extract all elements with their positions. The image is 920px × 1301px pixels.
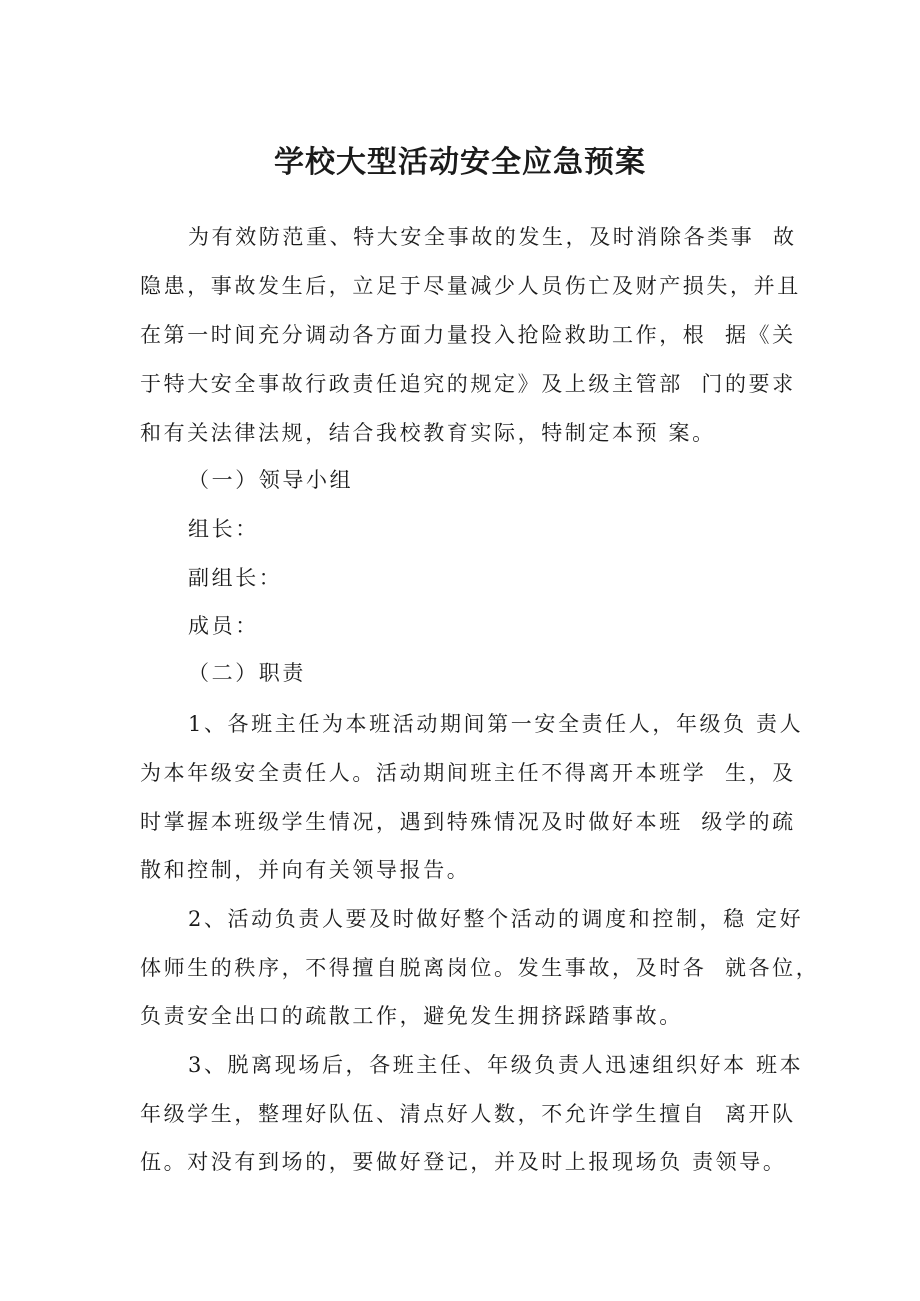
duty1-line-4: 散和控制，并向有关领导报告。	[140, 858, 471, 882]
intro-line-3: 在第一时间充分调动各方面力量投入抢险救助工作，根 据《关	[140, 323, 796, 347]
duty2-line-1: 2、活动负责人要及时做好整个活动的调度和控制，稳 定好	[188, 907, 804, 931]
intro-line-4: 于特大安全事故行政责任追究的规定》及上级主管部 门的要求	[140, 372, 796, 396]
duty3-line-1: 3、脱离现场后，各班主任、年级负责人迅速组织好本 班本	[188, 1053, 804, 1077]
duty1-line-2: 为本年级安全责任人。活动期间班主任不得离开本班学 生，及	[140, 761, 796, 785]
section-heading-duties: （二）职责	[188, 661, 306, 685]
duty2-line-2: 体师生的秩序，不得擅自脱离岗位。发生事故，及时各 就各位，	[140, 956, 820, 980]
duty3-line-2: 年级学生，整理好队伍、清点好人数，不允许学生擅自 离开队	[140, 1102, 796, 1126]
leader-label: 组长：	[188, 517, 259, 541]
duty1-line-1: 1、各班主任为本班活动期间第一安全责任人，年级负 责人	[188, 712, 804, 736]
deputy-leader-label: 副组长：	[188, 566, 283, 590]
intro-line-1: 为有效防范重、特大安全事故的发生，及时消除各类事 故	[188, 225, 797, 249]
intro-line-5: 和有关法律法规，结合我校教育实际，特制定本预 案。	[140, 421, 716, 445]
document-title: 学校大型活动安全应急预案	[274, 145, 646, 180]
duty2-line-3: 负责安全出口的疏散工作，避免发生拥挤踩踏事故。	[140, 1004, 683, 1028]
member-label: 成员：	[188, 614, 259, 638]
intro-line-2: 隐患，事故发生后，立足于尽量减少人员伤亡及财产损失，并且	[140, 274, 801, 298]
duty1-line-3: 时掌握本班级学生情况，遇到特殊情况及时做好本班 级学的疏	[140, 810, 796, 834]
section-heading-leadership: （一）领导小组	[188, 468, 354, 492]
duty3-line-3: 伍。对没有到场的，要做好登记，并及时上报现场负 责领导。	[140, 1150, 787, 1174]
